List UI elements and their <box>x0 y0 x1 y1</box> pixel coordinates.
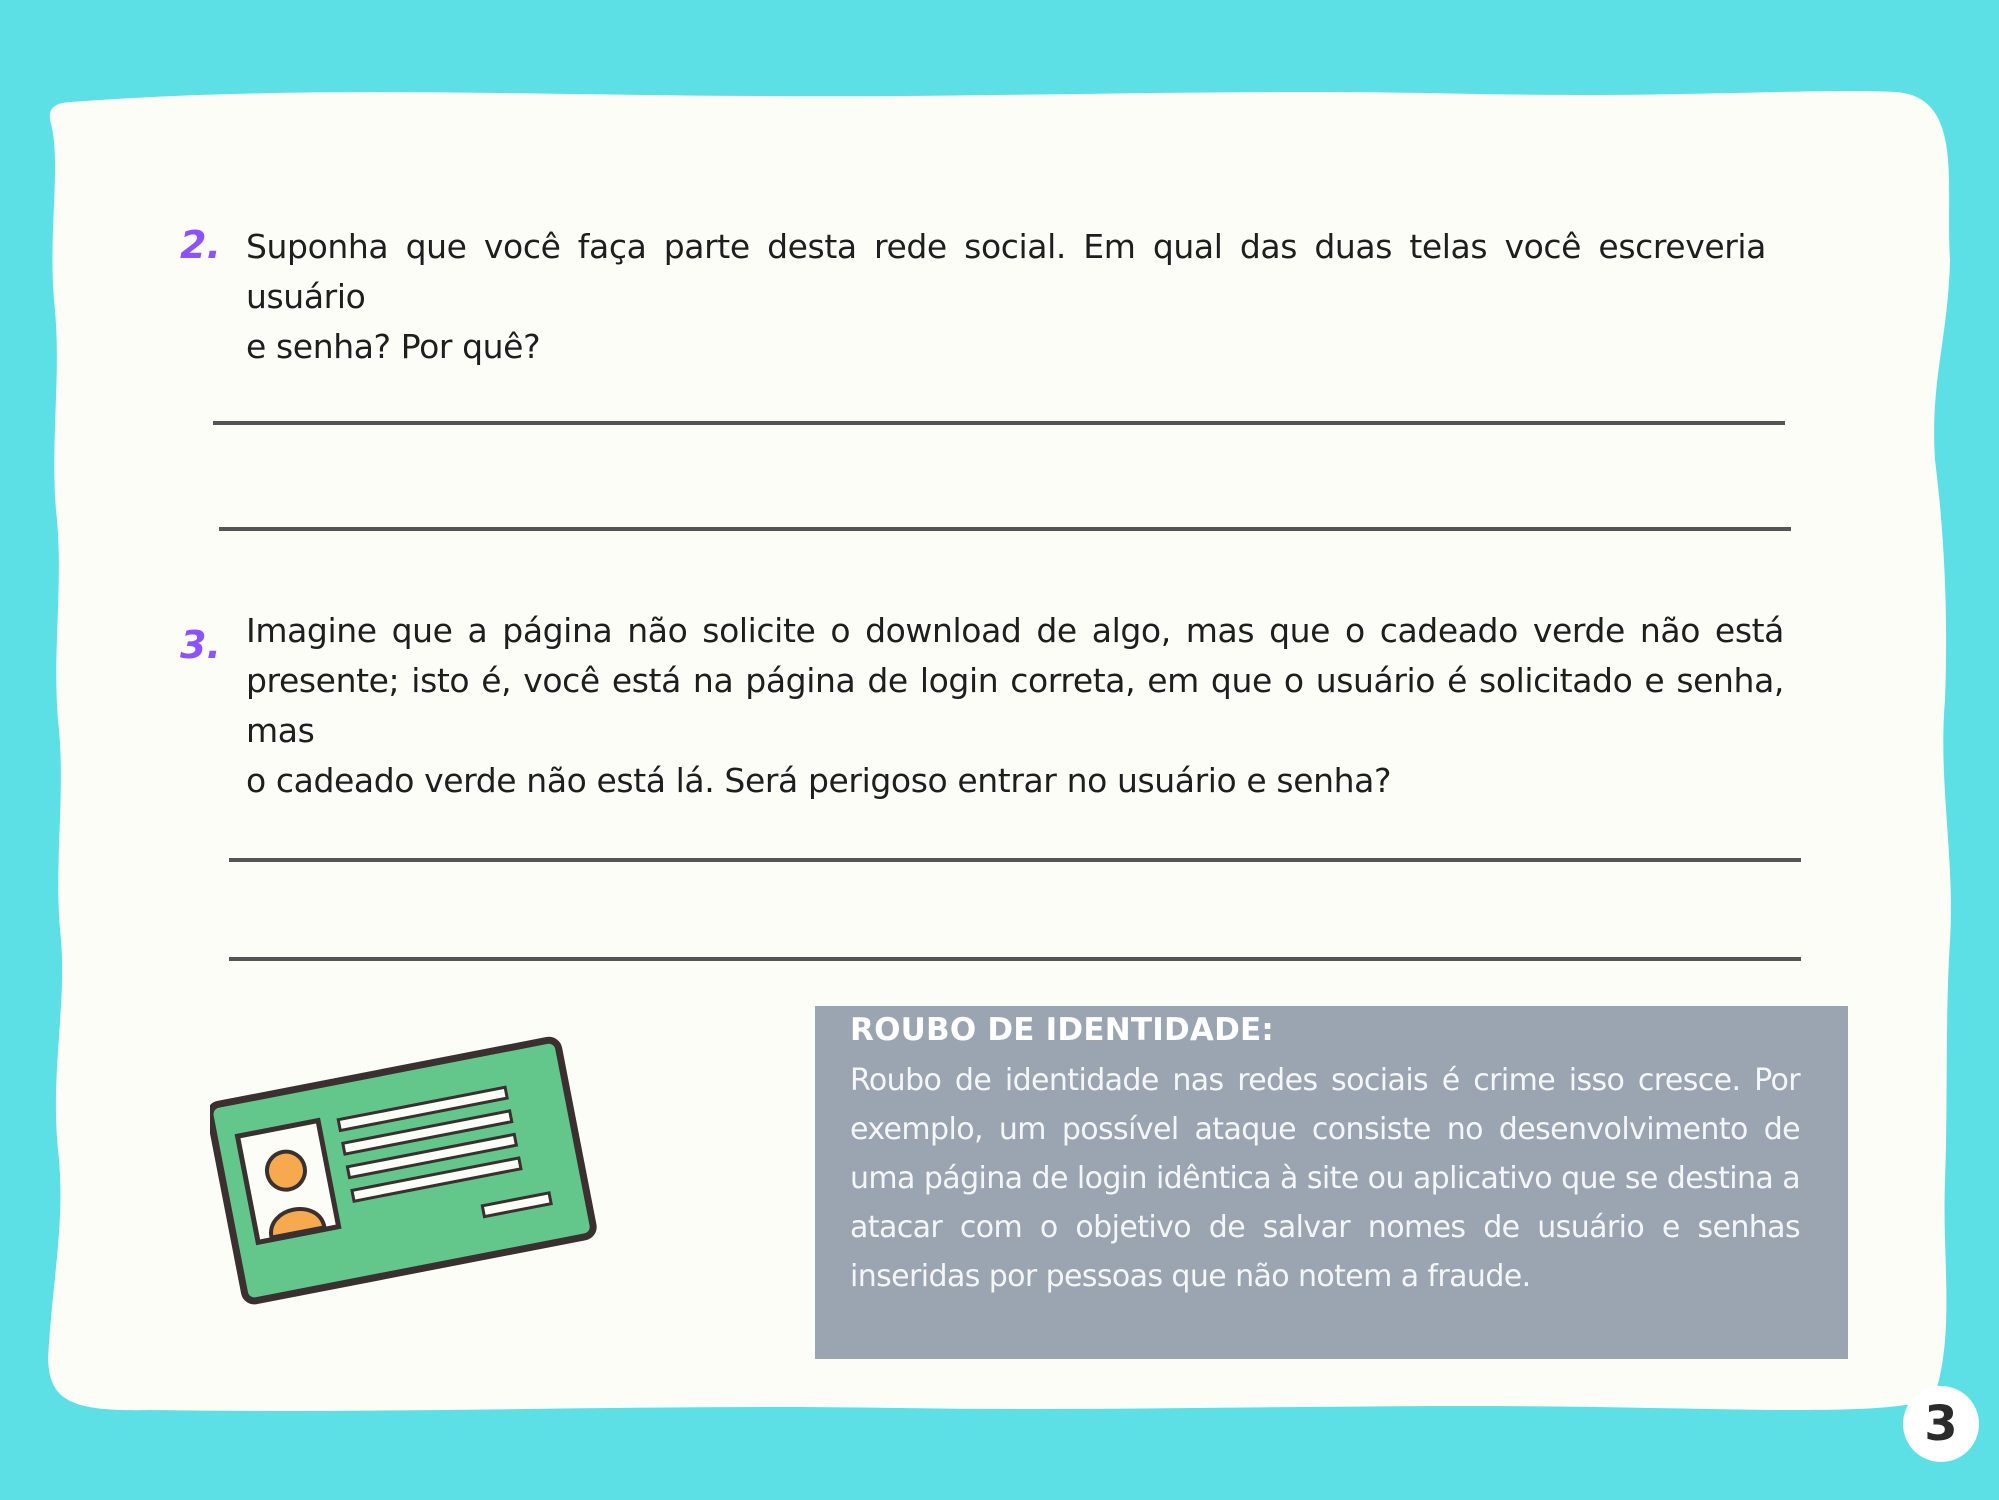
answer-line-2a[interactable] <box>213 421 1785 425</box>
info-box-body: Roubo de identidade nas redes sociais é crime isso cresce. Por exemplo, um possível ataque consiste no desenvolvimento de uma página de login idêntica à site ou aplicativo que se destina a atacar com o objetivo de salvar nomes de usuário e senhas inseridas por pessoas que não notem a fraude. <box>850 1063 1800 1294</box>
answer-line-2b[interactable] <box>219 527 1791 531</box>
question-2-line-2: e senha? Por quê? <box>246 327 541 366</box>
question-3-line-2: presente; isto é, você está na página de login correta, em que o usuário é solicitado e senha, mas <box>246 661 1784 750</box>
question-text-2 <box>246 222 1766 372</box>
question-3-line-1: Imagine que a página não solicite o download de algo, mas que o cadeado verde não está <box>246 611 1784 650</box>
answer-line-3b[interactable] <box>229 957 1801 961</box>
question-3-line-3: o cadeado verde não está lá. Será perigoso entrar no usuário e senha? <box>246 761 1392 800</box>
page-number: 3 <box>1924 1396 1958 1452</box>
identity-theft-info-box <box>815 1006 1848 1359</box>
answer-line-3a[interactable] <box>229 858 1801 862</box>
id-card-body <box>210 1039 595 1303</box>
question-text-3 <box>246 606 1784 806</box>
question-number-2: 2. <box>180 223 221 267</box>
id-card-icon <box>210 1030 600 1320</box>
info-box-title: ROUBO DE IDENTIDADE: <box>850 1012 1274 1048</box>
question-number-3: 3. <box>180 623 221 667</box>
page-number-badge <box>1903 1386 1979 1462</box>
question-2-line-1: Suponha que você faça parte desta rede social. Em qual das duas telas você escreveria usuário <box>246 227 1766 316</box>
